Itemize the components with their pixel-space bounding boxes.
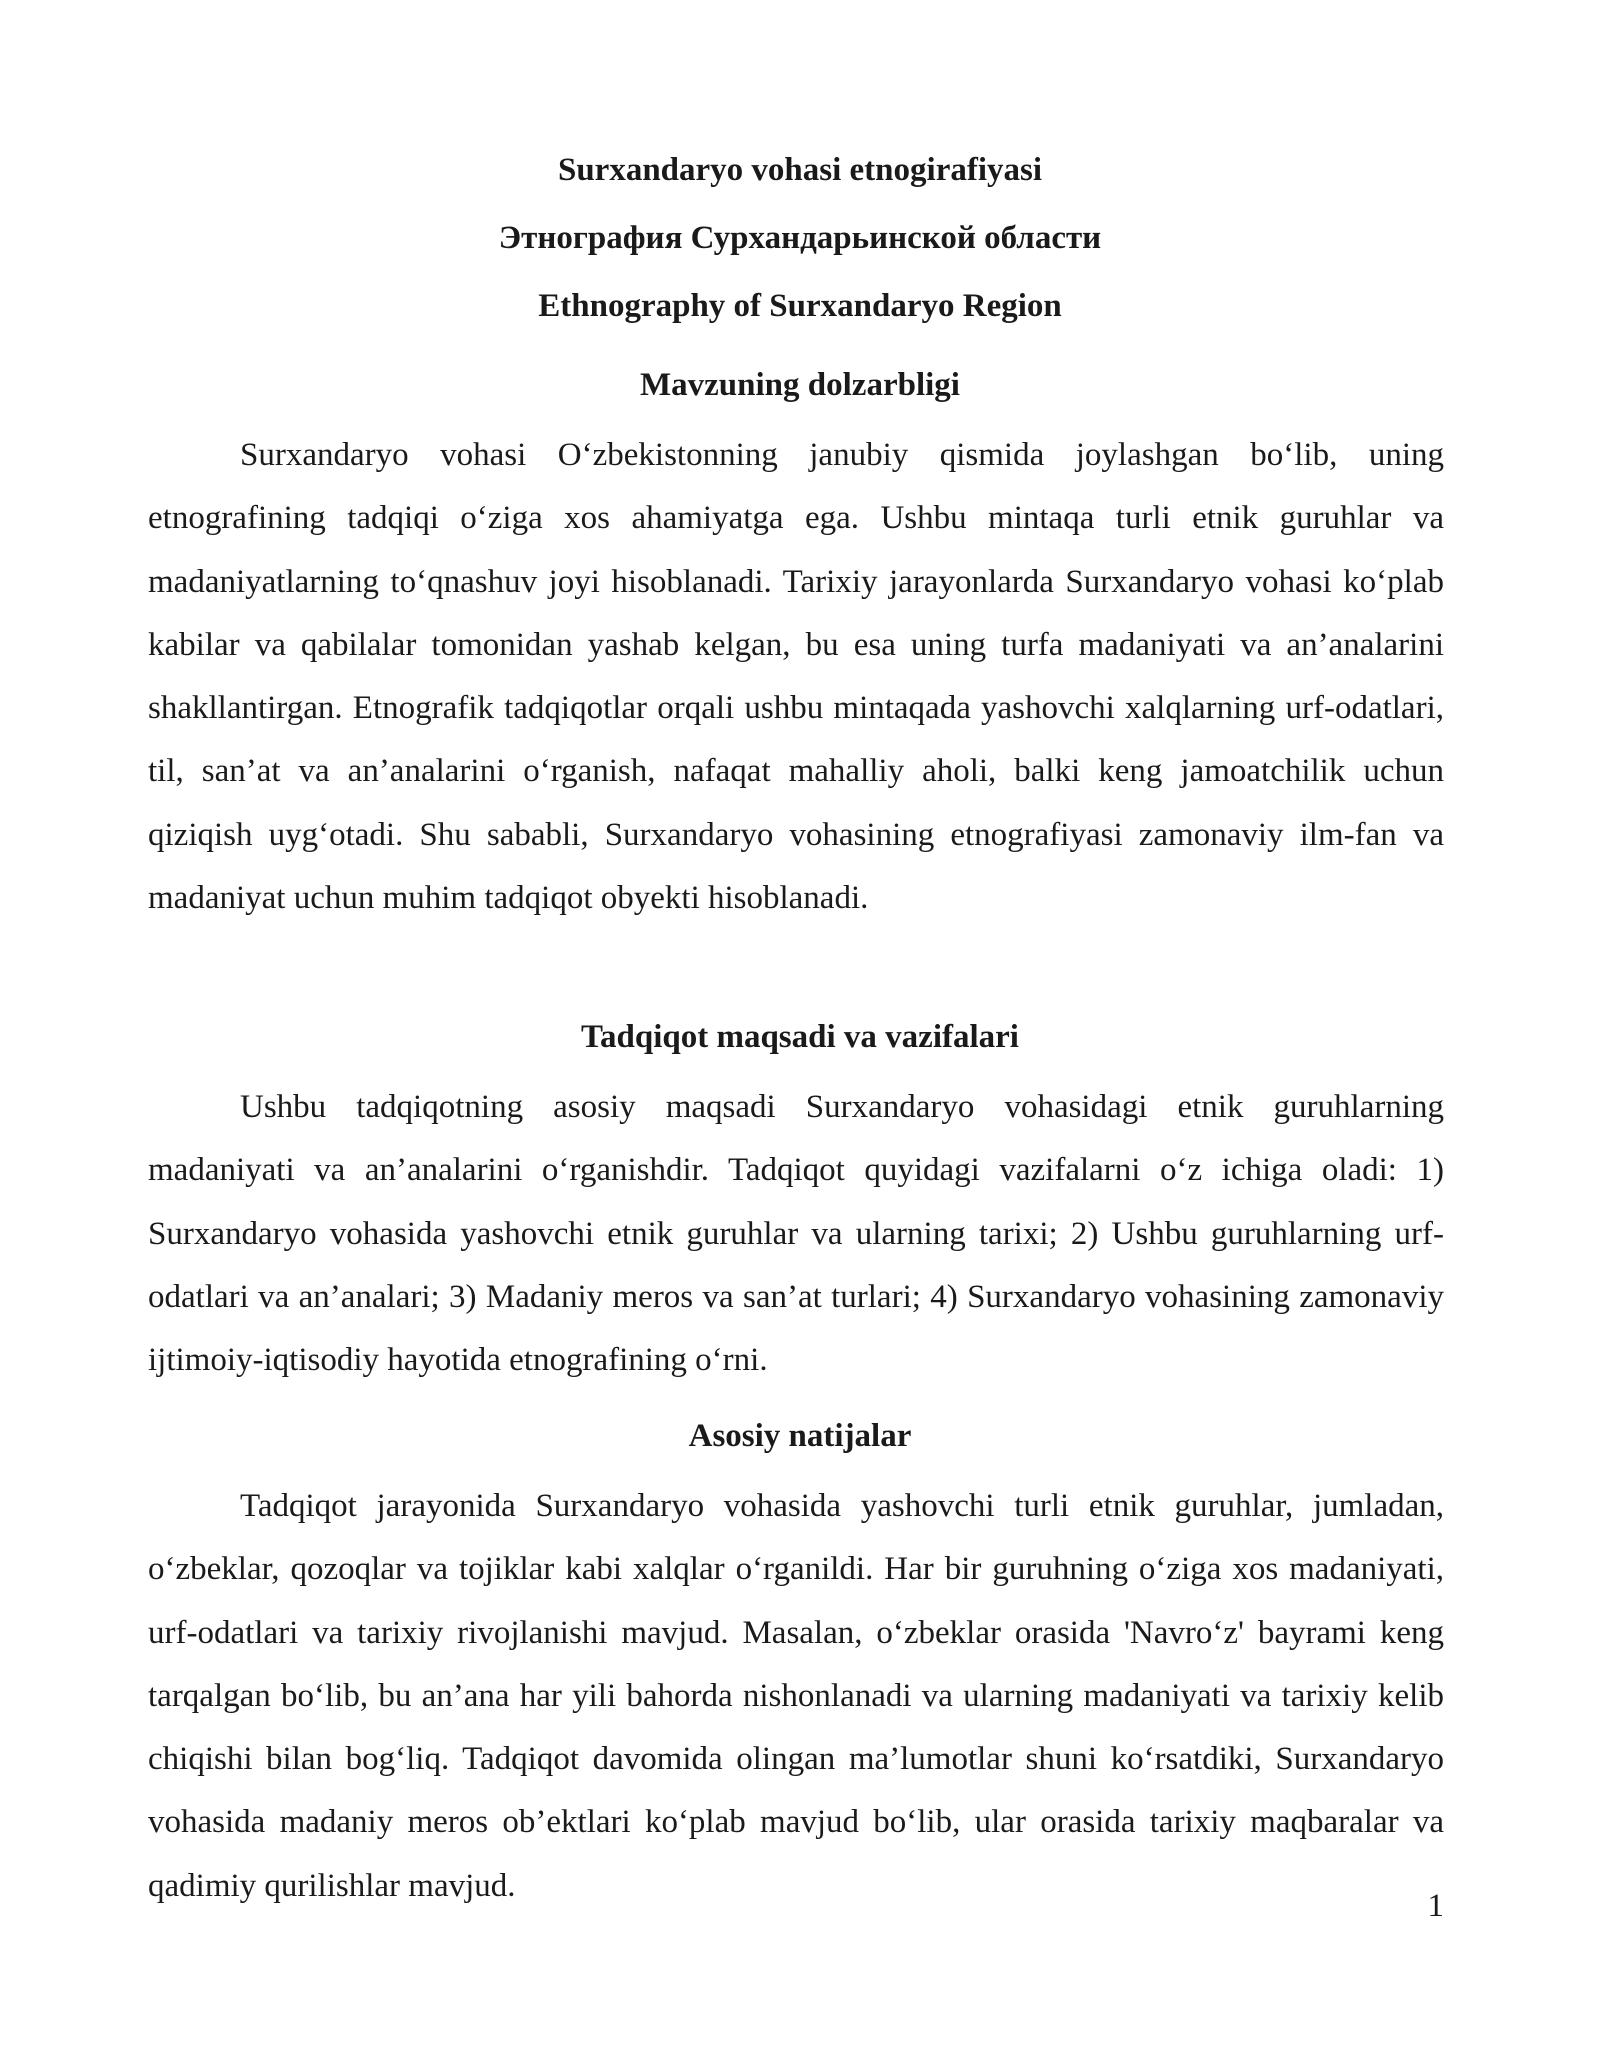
page-number: 1 — [1427, 1888, 1444, 1924]
section-paragraph-results: Tadqiqot jarayonida Surxandaryo vohasida yashovchi turli etnik guruhlar, jumladan, o‘zbeklar, qozoqlar va tojiklar kabi xalqlar o‘rganildi. Har bir guruhning o‘ziga xos madaniyati, urf-odatlari va tarixiy rivojlanishi mavjud. Masalan, o‘zbeklar orasida 'Navro‘z' bayrami keng tarqalgan bo‘lib, bu an’ana har yili bahorda nishonlanadi va ularning madaniyati va tarixiy kelib chiqishi bilan bog‘liq. Tadqiqot davomida olingan ma’lumotlar shuni ko‘rsatdiki, Surxandaryo vohasida madaniy meros ob’ektlari ko‘plab mavjud bo‘lib, ular orasida tarixiy maqbaralar va qadimiy qurilishlar mavjud. — [148, 1488, 1444, 1904]
section-heading-relevance: Mavzuning dolzarbligi — [640, 367, 960, 403]
document-title-english: Ethnography of Surxandaryo Region — [538, 288, 1062, 324]
section-paragraph-goals: Ushbu tadqiqotning asosiy maqsadi Surxandaryo vohasidagi etnik guruhlarning madaniyati va an’analarini o‘rganishdir. Tadqiqot quyidagi vazifalarni o‘z ichiga oladi: 1) Surxandaryo vohasida yashovchi etnik guruhlar va ularning tarixi; 2) Ushbu guruhlarning urf-odatlari va an’analari; 3) Madaniy meros va san’at turlari; 4) Surxandaryo vohasining zamonaviy ijtimoiy-iqtisodiy hayotida etnografining o‘rni. — [148, 1089, 1444, 1379]
section-heading-results: Asosiy natijalar — [688, 1418, 912, 1454]
document-title-russian: Этнография Сурхандарьинской области — [498, 220, 1102, 256]
document-title-uzbek: Surxandaryo vohasi etnogirafiyasi — [557, 152, 1043, 188]
section-paragraph-relevance: Surxandaryo vohasi O‘zbekistonning janubiy qismida joylashgan bo‘lib, uning etnografining tadqiqi o‘ziga xos ahamiyatga ega. Ushbu mintaqa turli etnik guruhlar va madaniyatlarning to‘qnashuv joyi hisoblanadi. Tarixiy jarayonlarda Surxandaryo vohasi ko‘plab kabilar va qabilalar tomonidan yashab kelgan, bu esa uning turfa madaniyati va an’analarini shakllantirgan. Etnografik tadqiqotlar orqali ushbu mintaqada yashovchi xalqlarning urf-odatlari, til, san’at va an’analarini o‘rganish, nafaqat mahalliy aholi, balki keng jamoatchilik uchun qiziqish uyg‘otadi. Shu sababli, Surxandaryo vohasining etnografiyasi zamonaviy ilm-fan va madaniyat uchun muhim tadqiqot obyekti hisoblanadi. — [148, 437, 1444, 917]
section-heading-goals: Tadqiqot maqsadi va vazifalari — [581, 1019, 1019, 1055]
